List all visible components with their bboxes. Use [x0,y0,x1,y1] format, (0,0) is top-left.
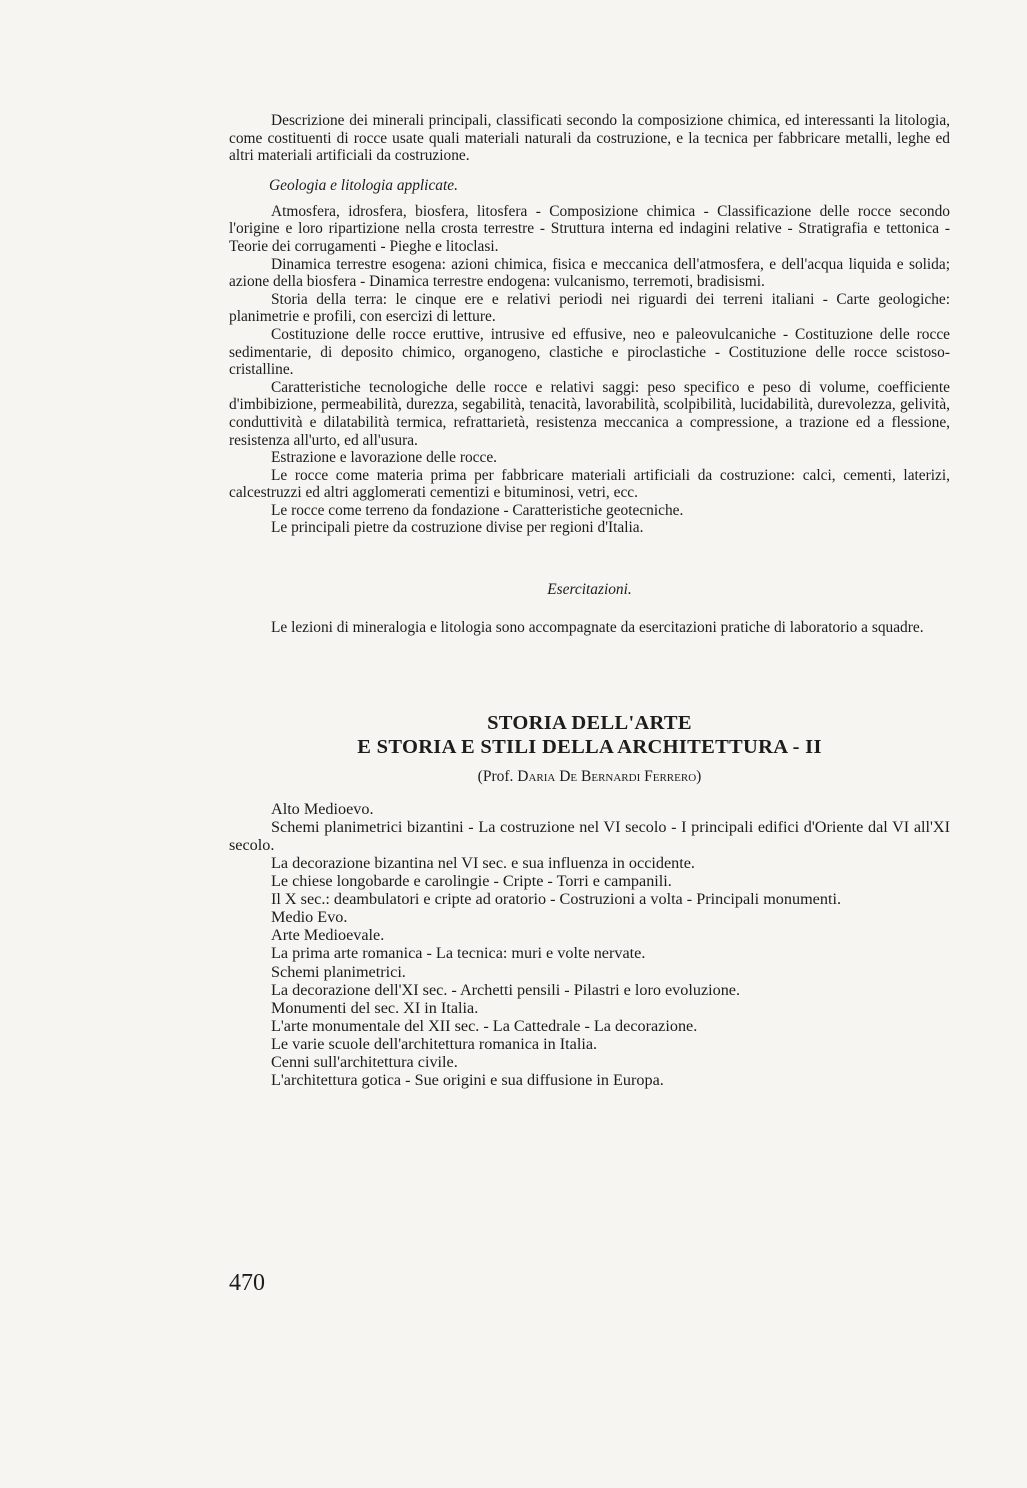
art-item: L'arte monumentale del XII sec. - La Cattedrale - La decorazione. [271,1016,698,1035]
art-history-list [229,800,950,1090]
section-title-line2: E STORIA E STILI DELLA ARCHITETTURA - II [357,735,822,758]
art-item: L'architettura gotica - Sue origini e sua diffusione in Europa. [271,1071,664,1090]
art-item: Schemi planimetrici bizantini - La costruzione nel VI secolo - I principali edifici d'Oriente dal VI all'XI secolo. [229,817,950,854]
professor-prefix: (Prof. [477,767,514,785]
art-item: Il X sec.: deambulatori e cripte ad oratorio - Costruzioni a volta - Principali monumenti. [271,890,842,909]
page-number: 470 [229,1270,265,1296]
geology-paragraph: Le rocce come materia prima per fabbricare materiali artificiali da costruzione: calci, cementi, laterizi, calcestruzzi ed altri agglomerati cementizi e bituminosi, vetri, ecc. [229,466,950,502]
art-item: Cenni sull'architettura civile. [271,1052,458,1071]
geology-paragraph: Le rocce come terreno da fondazione - Caratteristiche geotecniche. [271,501,684,519]
page-body [229,112,950,1089]
geology-paragraph: Caratteristiche tecnologiche delle rocce e relativi saggi: peso specifico e peso di volume, coefficiente d'imbibizione, permeabilità, durezza, segabilità, tenacità, lavorabilità, scolpibilità, lucidabilità, durevolezza, gelività, conduttività e dilatabilità termica, refrattarietà, resistenza meccanica a compressione, a trazione ed a flessione, resistenza all'urto, ed all'usura. [229,378,950,449]
art-item: La prima arte romanica - La tecnica: muri e volte nervate. [271,944,646,963]
art-item: Arte Medioevale. [271,926,385,945]
professor-suffix: ) [696,767,702,785]
geology-paragraph: Estrazione e lavorazione delle rocce. [271,449,498,467]
art-item: La decorazione dell'XI sec. - Archetti pensili - Pilastri e loro evoluzione. [271,980,741,999]
exercises-heading: Esercitazioni. [547,581,632,599]
geology-paragraph: Le principali pietre da costruzione divise per regioni d'Italia. [271,519,644,537]
geology-paragraph: Atmosfera, idrosfera, biosfera, litosfera - Composizione chimica - Classificazione delle rocce secondo l'origine e loro ripartizione nella crosta terrestre - Struttura interna ed indagini relative - Stratigrafia e tettonica - Teorie dei corrugamenti - Pieghe e litoclasi. [229,202,950,255]
section-title-line1: STORIA DELL'ARTE [487,711,692,734]
geology-section [229,203,950,537]
art-item: La decorazione bizantina nel VI sec. e sua influenza in occidente. [271,853,695,872]
intro-paragraph: Descrizione dei minerali principali, classificati secondo la composizione chimica, ed interessanti la litologia, come costituenti di rocce usate quali materiali naturali da costruzione, e la tecnica per fabbricare metalli, leghe ed altri materiali artificiali da costruzione. [229,112,950,165]
art-item: Medio Evo. [271,908,348,927]
art-item: Monumenti del sec. XI in Italia. [271,998,479,1017]
art-item: Alto Medioevo. [271,799,374,818]
geology-paragraph: Dinamica terrestre esogena: azioni chimica, fisica e meccanica dell'atmosfera, e dell'acqua liquida e solida; azione della biosfera - Dinamica terrestre endogena: vulcanismo, terremoti, bradisismi. [229,255,950,291]
geology-heading: Geologia e litologia applicate. [269,176,458,194]
art-item: Le chiese longobarde e carolingie - Cripte - Torri e campanili. [271,872,672,891]
exercises-text: Le lezioni di mineralogia e litologia sono accompagnate da esercitazioni pratiche di laboratorio a squadre. [271,619,924,637]
art-item: Schemi planimetrici. [271,962,406,981]
professor-line [229,768,950,786]
geology-paragraph: Costituzione delle rocce eruttive, intrusive ed effusive, neo e paleovulcaniche - Costituzione delle rocce sedimentarie, di deposito chimico, organogeno, clastiche e piroclastiche - Costituzione delle rocce scistoso-cristalline. [229,325,950,379]
geology-paragraph: Storia della terra: le cinque ere e relativi periodi nei riguardi dei terreni italiani - Carte geologiche: planimetrie e profili, con esercizi di letture. [229,290,950,326]
art-item: Le varie scuole dell'architettura romanica in Italia. [271,1034,598,1053]
professor-name: Daria De Bernardi Ferrero [517,767,697,785]
